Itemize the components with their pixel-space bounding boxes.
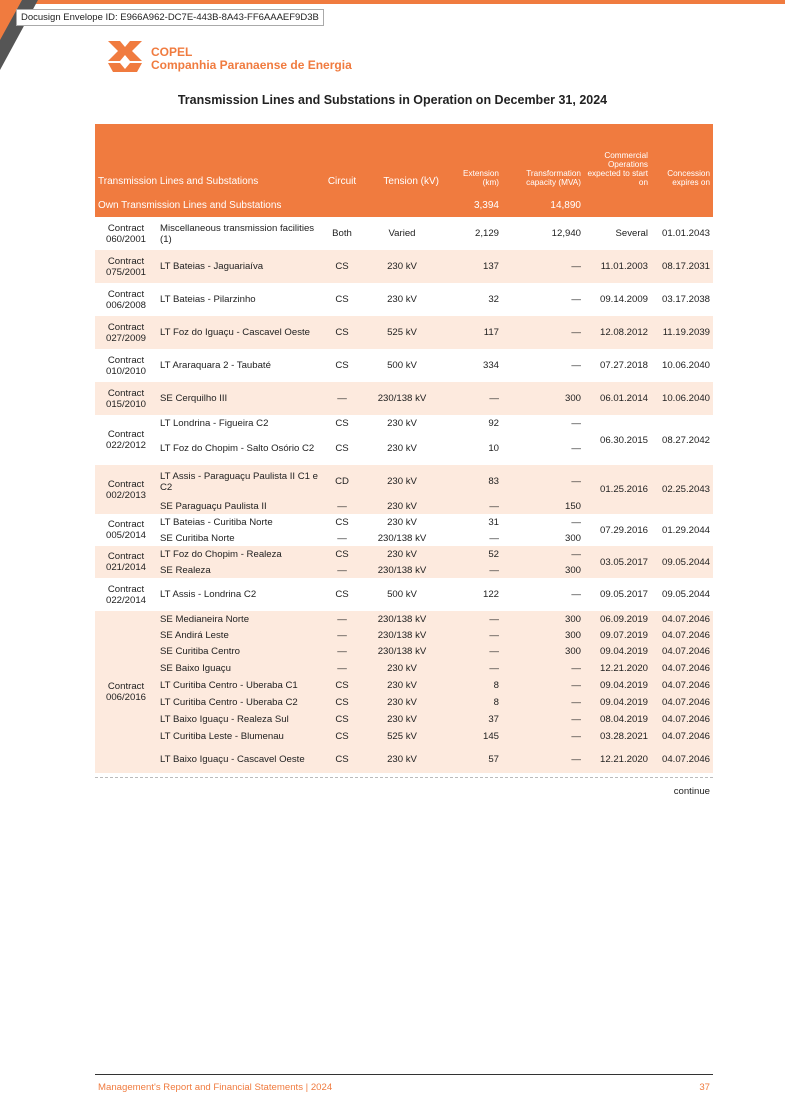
circuit-cell: —: [322, 382, 362, 415]
concession-date-cell: 04.07.2046: [651, 694, 713, 711]
header-concession: Concession expires on: [651, 124, 713, 191]
capacity-cell: —: [502, 316, 584, 349]
tension-cell: 230 kV: [387, 442, 417, 454]
extension-cell: 57: [442, 745, 502, 773]
commercial-date-cell: 09.07.2019: [584, 627, 651, 643]
commercial-date-cell: 12.08.2012: [584, 316, 651, 349]
company-full-name: Companhia Paranaense de Energia: [151, 58, 352, 72]
tension-cell: 230 kV: [387, 294, 417, 305]
line-name-cell: SE Realeza: [157, 562, 322, 578]
extension-cell: —: [442, 643, 502, 660]
capacity-cell: 300: [502, 627, 584, 643]
extension-cell: 83: [442, 465, 502, 498]
capacity-cell: 150: [502, 498, 584, 514]
circuit-cell: CS: [322, 711, 362, 728]
concession-date-cell: 09.05.2044: [661, 589, 710, 600]
extension-cell: 10: [488, 442, 499, 454]
circuit-cell: —: [322, 498, 362, 514]
capacity-cell: 300: [502, 562, 584, 578]
own-extension: 3,394: [442, 194, 502, 217]
commercial-date-cell: 09.04.2019: [584, 643, 651, 660]
capacity-cell: —: [502, 677, 584, 694]
circuit-cell: CS: [335, 589, 349, 600]
line-name-cell: LT Assis - Londrina C2: [160, 589, 257, 600]
table-row: [95, 217, 713, 250]
commercial-date-cell: Several: [615, 228, 648, 239]
commercial-date-cell: 06.09.2019: [584, 611, 651, 627]
tension-cell: 525 kV: [362, 316, 442, 349]
contract-cell: Contract 002/2013: [95, 465, 157, 514]
concession-date-cell: 04.07.2046: [651, 660, 713, 677]
line-name-cell: SE Medianeira Norte: [157, 611, 322, 627]
contract-cell: Contract 006/2008: [105, 288, 146, 311]
circuit-cell: CS: [322, 728, 362, 745]
capacity-cell: —: [502, 660, 584, 677]
line-name-cell: LT Bateias - Jaguariaíva: [157, 250, 322, 283]
own-capacity: 14,890: [502, 194, 584, 217]
concession-date-cell: 08.17.2031: [651, 250, 713, 283]
capacity-cell: —: [571, 589, 581, 600]
extension-cell: 92: [488, 417, 499, 429]
contract-cell: Contract 021/2014: [95, 546, 157, 578]
tension-cell: 500 kV: [387, 589, 417, 600]
tension-cell: 230 kV: [362, 711, 442, 728]
capacity-cell: —: [502, 250, 584, 283]
concession-date-cell: 04.07.2046: [651, 728, 713, 745]
capacity-cell: —: [571, 516, 581, 528]
capacity-cell: —: [502, 728, 584, 745]
table-row: [95, 627, 713, 643]
concession-date-cell: 01.29.2044: [661, 524, 710, 536]
table-row: [95, 465, 713, 498]
own-lines-row: [95, 194, 713, 217]
concession-date-cell: 04.07.2046: [651, 627, 713, 643]
extension-cell: 52: [442, 546, 502, 562]
line-name-cell: LT Araraquara 2 - Taubaté: [160, 360, 271, 371]
table-row: [95, 611, 713, 627]
own-label: Own Transmission Lines and Substations: [95, 194, 442, 217]
tension-cell: 230 kV: [362, 694, 442, 711]
line-name-cell: LT Curitiba Leste - Blumenau: [157, 728, 322, 745]
envelope-id: Docusign Envelope ID: E966A962-DC7E-443B-8A43-FF6AAAEF9D3B: [16, 9, 324, 26]
concession-date-cell: 01.01.2043: [661, 228, 710, 239]
extension-cell: 8: [442, 694, 502, 711]
capacity-cell: —: [502, 546, 584, 562]
line-name-cell: SE Andirá Leste: [157, 627, 322, 643]
header-tension: Tension (kV): [362, 124, 442, 191]
capacity-cell: 300: [502, 611, 584, 627]
extension-cell: —: [442, 382, 502, 415]
circuit-cell: —: [322, 660, 362, 677]
extension-cell: 334: [482, 360, 499, 371]
circuit-cell: CS: [322, 546, 362, 562]
extension-cell: 8: [442, 677, 502, 694]
top-accent-bar: [0, 0, 785, 4]
commercial-date-cell: 06.30.2015: [599, 434, 648, 446]
header-circuit: Circuit: [322, 124, 362, 191]
table-body: [95, 217, 713, 773]
concession-date-cell: 09.05.2044: [651, 546, 713, 578]
line-name-cell: SE Curitiba Centro: [157, 643, 322, 660]
commercial-date-cell: 09.04.2019: [584, 677, 651, 694]
tension-cell: 230 kV: [362, 498, 442, 514]
circuit-cell: CS: [335, 417, 349, 429]
contract-cell: Contract 010/2010: [105, 354, 146, 377]
circuit-cell: CS: [335, 294, 349, 305]
continue-note: continue: [673, 786, 710, 797]
capacity-cell: —: [502, 465, 584, 498]
concession-date-cell: 04.07.2046: [651, 711, 713, 728]
capacity-cell: —: [502, 694, 584, 711]
circuit-cell: CD: [322, 465, 362, 498]
table-row: [95, 382, 713, 415]
capacity-cell: —: [571, 360, 581, 371]
table-end-divider: [95, 777, 713, 778]
extension-cell: 145: [442, 728, 502, 745]
capacity-cell: —: [571, 294, 581, 305]
tension-cell: 230/138 kV: [377, 532, 427, 544]
contract-cell: Contract 005/2014: [105, 519, 146, 541]
concession-date-cell: 04.07.2046: [651, 745, 713, 773]
tension-cell: 230 kV: [387, 417, 417, 429]
capacity-cell: —: [571, 442, 581, 454]
commercial-date-cell: 09.05.2017: [599, 589, 648, 600]
commercial-date-cell: 01.25.2016: [584, 465, 651, 514]
extension-cell: 2,129: [474, 228, 499, 239]
commercial-date-cell: 03.05.2017: [584, 546, 651, 578]
concession-date-cell: 10.06.2040: [661, 360, 710, 371]
concession-date-cell: 04.07.2046: [651, 677, 713, 694]
capacity-cell: 300: [564, 532, 581, 544]
line-name-cell: LT Foz do Chopim - Realeza: [157, 546, 322, 562]
line-name-cell: LT Londrina - Figueira C2: [160, 417, 269, 429]
table-row: [95, 643, 713, 660]
header-extension: Extension (km): [442, 124, 502, 191]
commercial-date-cell: 03.28.2021: [584, 728, 651, 745]
commercial-date-cell: 11.01.2003: [584, 250, 651, 283]
tension-cell: 230 kV: [362, 250, 442, 283]
table-row: [95, 546, 713, 562]
capacity-cell: —: [502, 711, 584, 728]
tension-cell: 230 kV: [362, 465, 442, 498]
header-commercial: Commercial Operations expected to start on: [584, 124, 651, 191]
line-name-cell: LT Baixo Iguaçu - Cascavel Oeste: [157, 745, 322, 773]
transmission-table: [95, 124, 713, 773]
extension-cell: 122: [482, 589, 499, 600]
line-name-cell: SE Baixo Iguaçu: [157, 660, 322, 677]
circuit-cell: —: [322, 627, 362, 643]
concession-date-cell: 03.17.2038: [661, 294, 710, 305]
circuit-cell: CS: [322, 745, 362, 773]
commercial-date-cell: 08.04.2019: [584, 711, 651, 728]
circuit-cell: CS: [322, 250, 362, 283]
extension-cell: 117: [442, 316, 502, 349]
capacity-cell: 300: [502, 382, 584, 415]
contract-cell: Contract 015/2010: [95, 382, 157, 415]
table-row: [95, 415, 713, 431]
capacity-cell: —: [502, 745, 584, 773]
extension-cell: 137: [442, 250, 502, 283]
line-name-cell: SE Paraguaçu Paulista II: [157, 498, 322, 514]
tension-cell: 230 kV: [362, 677, 442, 694]
commercial-date-cell: 07.29.2016: [599, 524, 648, 536]
circuit-cell: —: [322, 611, 362, 627]
table-row: [95, 660, 713, 677]
contract-cell: Contract 022/2014: [105, 583, 146, 606]
extension-cell: 31: [488, 516, 499, 528]
concession-date-cell: 11.19.2039: [651, 316, 713, 349]
table-row: [95, 694, 713, 711]
tension-cell: 525 kV: [362, 728, 442, 745]
footer-divider: [95, 1074, 713, 1075]
tension-cell: 230 kV: [387, 516, 417, 528]
tension-cell: 500 kV: [387, 360, 417, 371]
circuit-cell: CS: [335, 442, 349, 454]
contract-cell: Contract 022/2012: [105, 429, 146, 451]
tension-cell: 230/138 kV: [362, 643, 442, 660]
extension-cell: —: [442, 627, 502, 643]
circuit-cell: —: [322, 562, 362, 578]
line-name-cell: Miscellaneous transmission facilities (1): [160, 222, 315, 245]
table-row: [95, 349, 713, 382]
table-row: [95, 578, 713, 611]
tension-cell: 230/138 kV: [362, 562, 442, 578]
circuit-cell: Both: [332, 228, 352, 239]
footer-text: Management's Report and Financial Statements | 2024: [98, 1082, 333, 1093]
commercial-date-cell: 09.14.2009: [599, 294, 648, 305]
concession-date-cell: 04.07.2046: [651, 611, 713, 627]
concession-date-cell: 10.06.2040: [651, 382, 713, 415]
concession-date-cell: 02.25.2043: [651, 465, 713, 514]
line-name-cell: LT Assis - Paraguaçu Paulista II C1 e C2: [157, 465, 322, 498]
commercial-date-cell: 09.04.2019: [584, 694, 651, 711]
circuit-cell: CS: [322, 694, 362, 711]
table-row: [95, 514, 713, 530]
page-number: 37: [699, 1082, 710, 1093]
circuit-cell: —: [322, 643, 362, 660]
line-name-cell: LT Bateias - Curitiba Norte: [160, 516, 273, 528]
table-row: [95, 745, 713, 773]
commercial-date-cell: 06.01.2014: [584, 382, 651, 415]
capacity-cell: 300: [502, 643, 584, 660]
table-row: [95, 728, 713, 745]
table-row: [95, 250, 713, 283]
circuit-cell: CS: [322, 316, 362, 349]
line-name-cell: LT Foz do Iguaçu - Cascavel Oeste: [157, 316, 322, 349]
tension-cell: 230/138 kV: [362, 382, 442, 415]
line-name-cell: LT Bateias - Pilarzinho: [160, 294, 256, 305]
contract-cell: Contract 060/2001: [105, 222, 146, 245]
capacity-cell: —: [571, 417, 581, 429]
line-name-cell: LT Curitiba Centro - Uberaba C1: [157, 677, 322, 694]
extension-cell: 37: [442, 711, 502, 728]
tension-cell: 230 kV: [362, 660, 442, 677]
circuit-cell: —: [337, 532, 347, 544]
contract-cell: Contract 027/2009: [95, 316, 157, 349]
concession-date-cell: 04.07.2046: [651, 643, 713, 660]
line-name-cell: SE Cerquilho III: [157, 382, 322, 415]
table-row: [95, 283, 713, 316]
tension-cell: 230/138 kV: [362, 611, 442, 627]
copel-logo-icon: [106, 39, 144, 78]
header-capacity: Transformation capacity (MVA): [502, 124, 584, 191]
commercial-date-cell: 12.21.2020: [584, 745, 651, 773]
circuit-cell: CS: [335, 516, 349, 528]
line-name-cell: LT Baixo Iguaçu - Realeza Sul: [157, 711, 322, 728]
line-name-cell: LT Curitiba Centro - Uberaba C2: [157, 694, 322, 711]
commercial-date-cell: 12.21.2020: [584, 660, 651, 677]
page-title: Transmission Lines and Substations in Operation on December 31, 2024: [177, 93, 608, 107]
company-name: COPEL: [151, 45, 193, 59]
tension-cell: 230 kV: [362, 546, 442, 562]
line-name-cell: SE Curitiba Norte: [160, 532, 235, 544]
commercial-date-cell: 07.27.2018: [599, 360, 648, 371]
extension-cell: 32: [488, 294, 499, 305]
concession-date-cell: 08.27.2042: [661, 434, 710, 446]
table-row: [95, 677, 713, 694]
table-row: [95, 316, 713, 349]
line-name-cell: LT Foz do Chopim - Salto Osório C2: [160, 442, 315, 454]
table-row: [95, 711, 713, 728]
tension-cell: 230/138 kV: [362, 627, 442, 643]
circuit-cell: CS: [335, 360, 349, 371]
contract-cell: Contract 075/2001: [95, 250, 157, 283]
extension-cell: —: [442, 498, 502, 514]
tension-cell: Varied: [388, 228, 416, 239]
header-name: Transmission Lines and Substations: [95, 124, 322, 191]
extension-cell: —: [442, 660, 502, 677]
circuit-cell: CS: [322, 677, 362, 694]
extension-cell: —: [442, 562, 502, 578]
extension-cell: —: [442, 611, 502, 627]
capacity-cell: 12,940: [551, 228, 581, 239]
tension-cell: 230 kV: [362, 745, 442, 773]
extension-cell: —: [489, 532, 499, 544]
contract-cell: Contract 006/2016: [95, 611, 157, 773]
